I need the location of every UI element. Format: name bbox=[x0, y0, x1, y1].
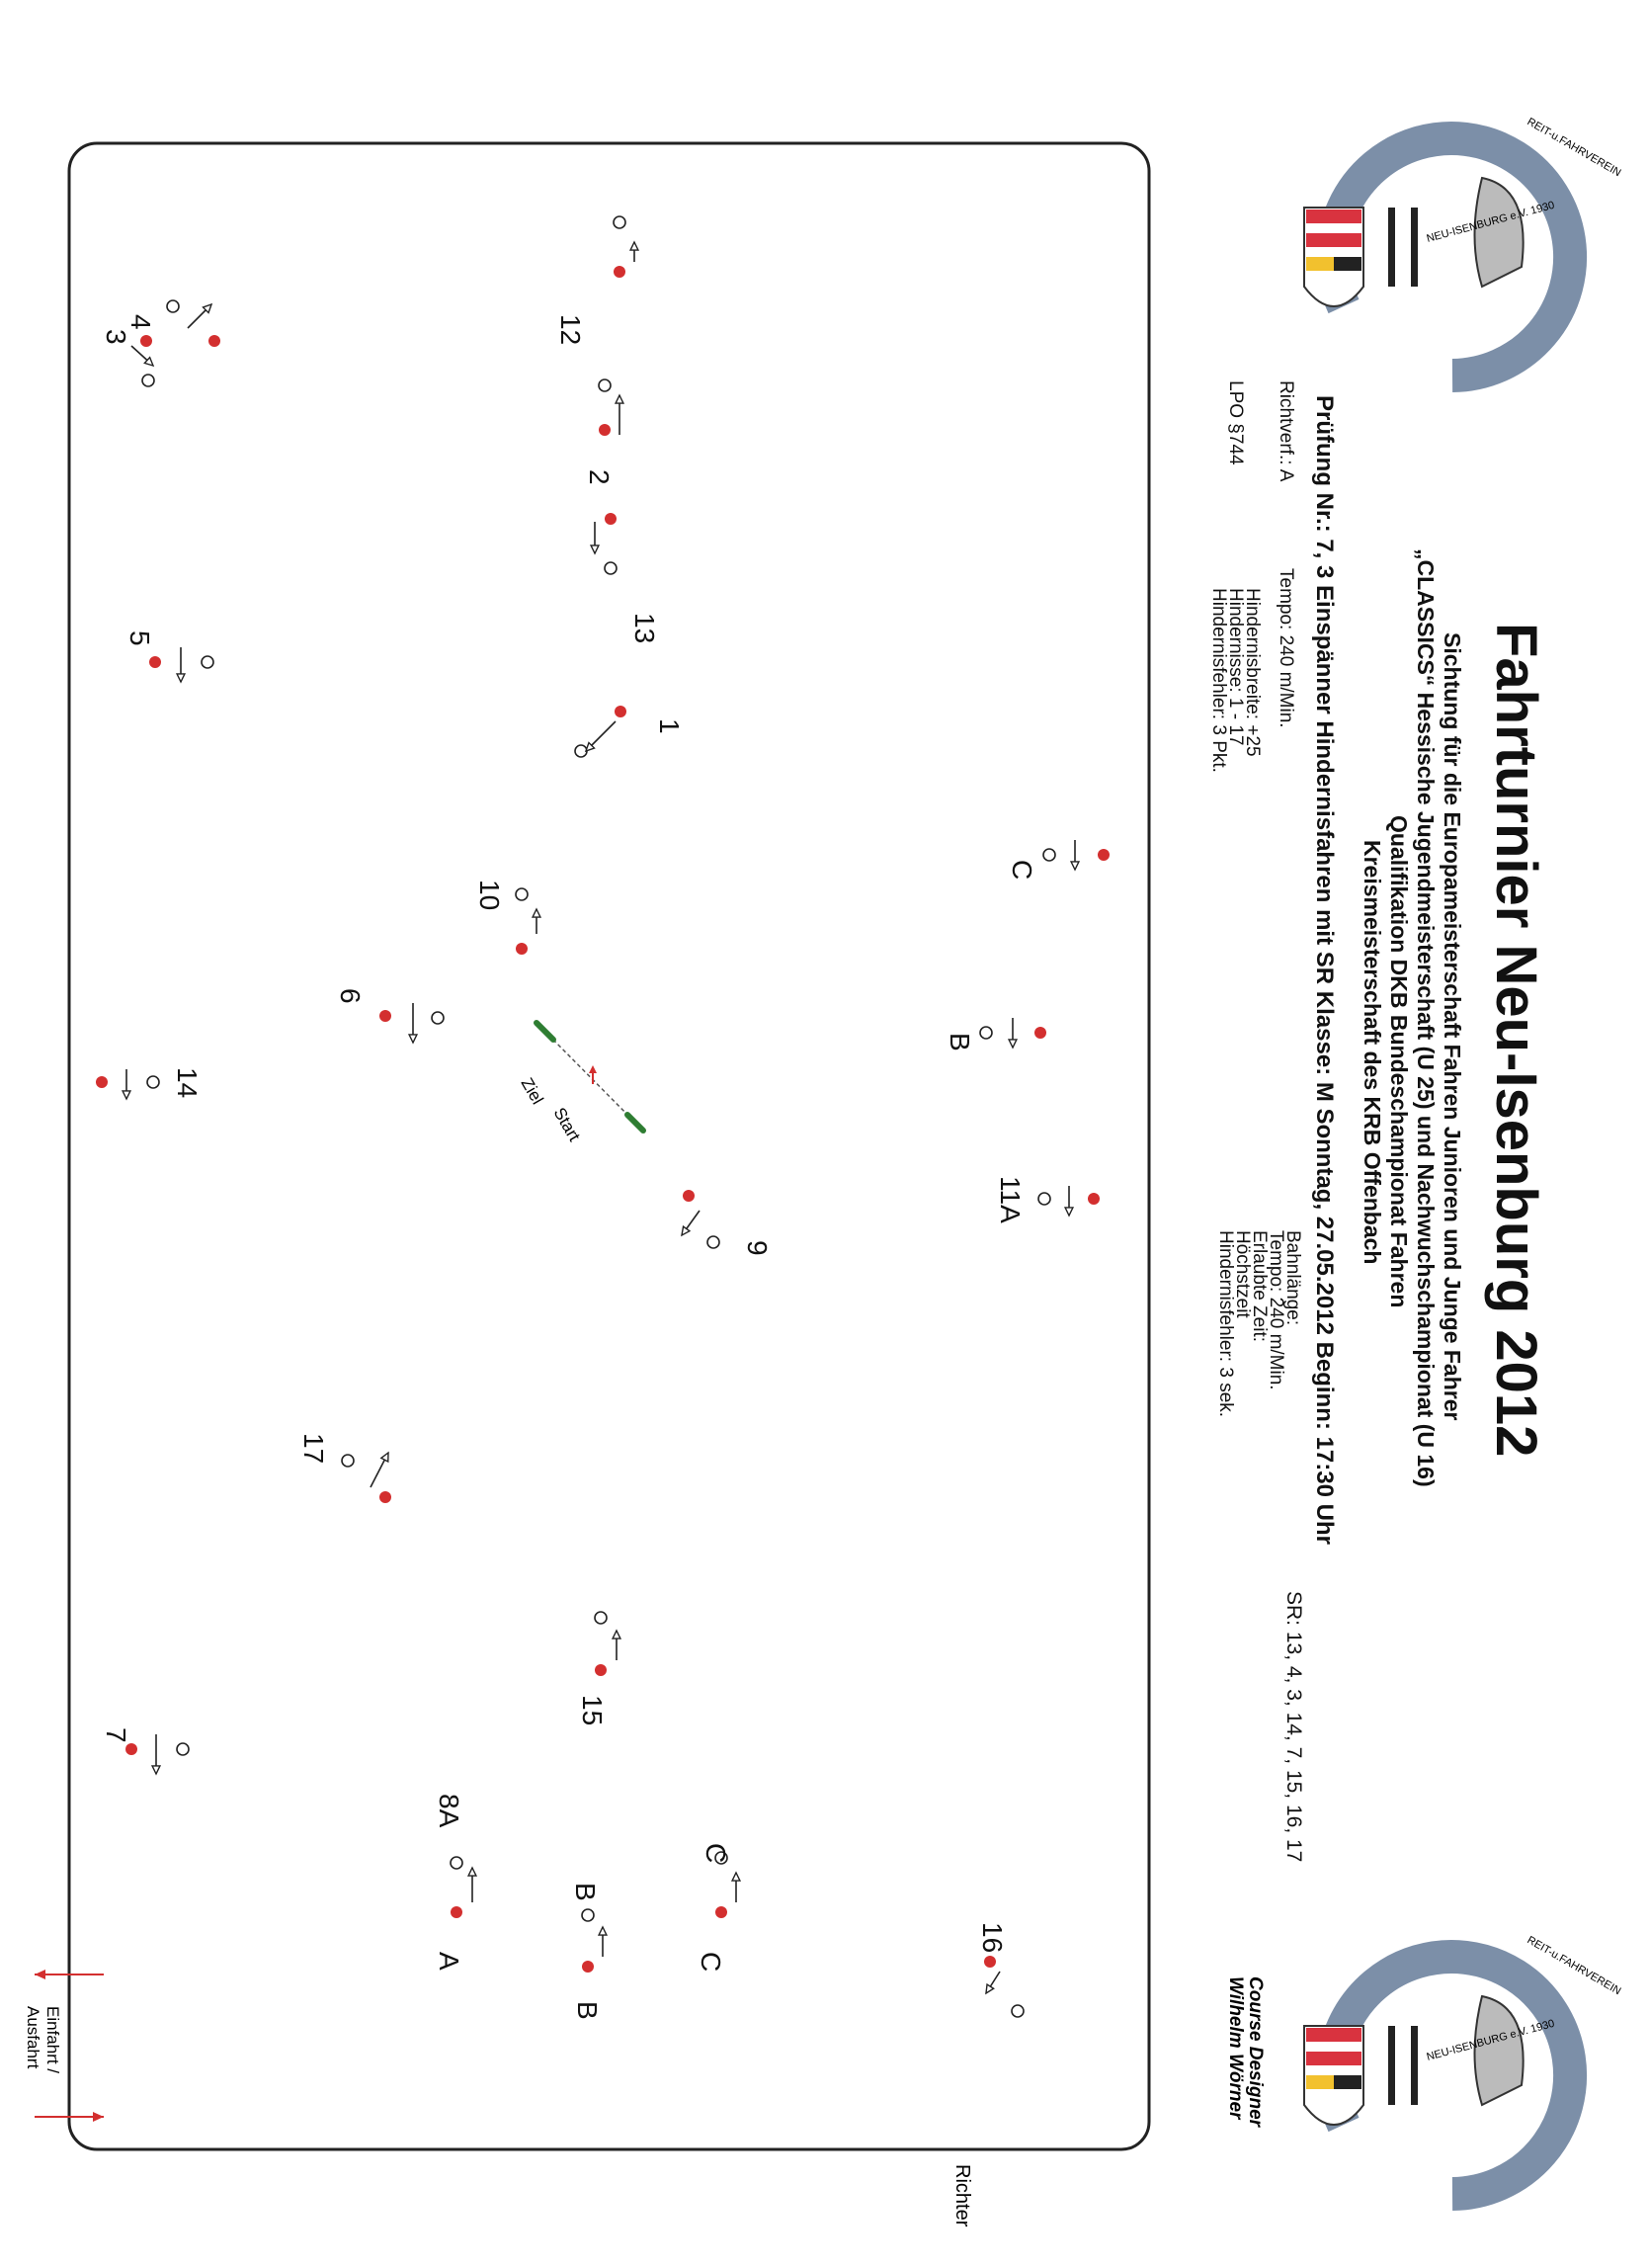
obstacle-label: 11A bbox=[995, 1176, 1026, 1223]
white-cone bbox=[167, 300, 179, 312]
obstacle-label: C bbox=[1007, 860, 1037, 881]
tempo-right: Tempo: 240 m/Min. bbox=[1266, 1230, 1286, 1390]
white-cone bbox=[599, 379, 611, 391]
white-cone bbox=[451, 1857, 462, 1869]
white-cone bbox=[516, 888, 528, 900]
obstacle-2 bbox=[584, 379, 623, 485]
obstacle-label: 7 bbox=[101, 1727, 131, 1743]
red-cone bbox=[379, 1010, 391, 1022]
obstacle-5 bbox=[124, 630, 213, 682]
obstacle-8a bbox=[434, 1794, 476, 1918]
obstacle-1 bbox=[575, 706, 685, 757]
red-cone bbox=[615, 706, 626, 717]
richtverfahren: Richtverf.: A bbox=[1276, 380, 1296, 482]
arrow-head bbox=[616, 395, 623, 403]
white-cone bbox=[575, 745, 587, 757]
arrow-head bbox=[1071, 862, 1079, 870]
obstacle-c bbox=[696, 1852, 740, 1972]
obstacle-c bbox=[1007, 840, 1110, 880]
obstacle-7 bbox=[101, 1727, 189, 1774]
obstacle-label: 5 bbox=[124, 630, 155, 646]
red-cone bbox=[149, 656, 161, 668]
obstacle-label: 15 bbox=[577, 1695, 608, 1726]
obstacle-label: 12 bbox=[555, 314, 586, 346]
obstacle-b bbox=[570, 1883, 601, 1901]
obstacles-layer bbox=[96, 216, 1110, 2020]
header-line4: Kreismeisterschaft des KRB Offenbach bbox=[1360, 840, 1385, 1265]
logo-ring-bottom-2: NEU-ISENBURG e.V. 1930 bbox=[1425, 2017, 1556, 2063]
arrow-head bbox=[152, 1766, 160, 1774]
obstacle-label: 2 bbox=[584, 469, 615, 485]
obstacle-label: 1 bbox=[654, 718, 685, 734]
white-cone bbox=[614, 216, 625, 228]
red-cone bbox=[582, 1961, 594, 1973]
richter-label: Richter bbox=[951, 2164, 973, 2227]
obstacle-label: 17 bbox=[298, 1433, 329, 1465]
arrow-head bbox=[409, 1035, 417, 1043]
obstacle-label: 16 bbox=[977, 1922, 1008, 1954]
sr-list: SR: 13, 4, 3, 14, 7, 15, 16, 17 bbox=[1282, 1591, 1305, 1863]
designer-name: Wilhelm Wörner bbox=[1225, 1976, 1246, 2120]
obstacle-3 bbox=[101, 329, 154, 386]
header-title: Fahrturnier Neu-Isenburg 2012 bbox=[1484, 623, 1548, 1458]
obstacle-label: 9 bbox=[742, 1240, 773, 1256]
club-logo-top bbox=[1304, 138, 1570, 376]
white-cone bbox=[142, 375, 154, 386]
header-line3: Qualifikation DKB Bundeschampionat Fahren bbox=[1386, 815, 1412, 1308]
obstacle-14 bbox=[96, 1067, 203, 1099]
hindernisse: Hindernisse: 1 - 17 bbox=[1225, 588, 1246, 746]
red-cone bbox=[96, 1076, 108, 1088]
arrow-head bbox=[732, 1873, 740, 1881]
obstacle-16 bbox=[977, 1922, 1024, 2017]
white-cone bbox=[707, 1236, 719, 1248]
white-cone bbox=[605, 562, 617, 574]
obstacle-c bbox=[701, 1843, 731, 1863]
obstacle-label: A bbox=[434, 1952, 464, 1971]
arrow-head bbox=[630, 242, 638, 250]
red-cone bbox=[984, 1956, 996, 1968]
arrow-head bbox=[599, 1927, 607, 1935]
lpo: LPO §744 bbox=[1225, 380, 1246, 465]
logo-ring-top-2: REIT-u.FAHRVEREIN bbox=[1525, 1934, 1623, 1998]
einfahrt-label: Einfahrt / bbox=[43, 2006, 62, 2074]
red-cone bbox=[208, 335, 220, 347]
arrow-head bbox=[613, 1631, 620, 1638]
obstacle-label: B bbox=[572, 2001, 603, 2020]
arrow-head bbox=[591, 546, 599, 553]
pruefung-line: Prüfung Nr.: 7, 3 Einspänner Hindernisfahren mit SR Klasse: M Sonntag, 27.05.2012 Beginn: 17:30 Uhr bbox=[1311, 395, 1338, 1545]
obstacle-9 bbox=[682, 1190, 773, 1256]
ausfahrt-label: Ausfahrt bbox=[24, 2006, 42, 2069]
white-cone bbox=[595, 1612, 607, 1624]
red-cone bbox=[595, 1664, 607, 1676]
obstacle-12 bbox=[555, 216, 638, 345]
header-block bbox=[1208, 380, 1548, 1862]
red-cone bbox=[683, 1190, 695, 1202]
arrow-head bbox=[177, 674, 185, 682]
erlaubte-zeit: Erlaubte Zeit: bbox=[1249, 1230, 1270, 1342]
obstacle-label: 10 bbox=[474, 880, 505, 911]
obstacle-label: 6 bbox=[335, 988, 366, 1004]
arena-boundary bbox=[69, 143, 1149, 2149]
white-cone bbox=[1043, 849, 1055, 861]
white-cone bbox=[147, 1076, 159, 1088]
header-line1: Sichtung für die Europameisterschaft Fahren Junioren und Junge Fahrer bbox=[1440, 632, 1465, 1421]
arrow-head bbox=[986, 1984, 994, 1993]
obstacle-label: 8A bbox=[434, 1794, 464, 1828]
obstacle-label: 4 bbox=[125, 314, 156, 330]
obstacle-11a bbox=[995, 1176, 1100, 1223]
white-cone bbox=[1012, 2005, 1024, 2017]
red-cone bbox=[516, 943, 528, 955]
logo-ring-bottom-1: NEU-ISENBURG e.V. 1930 bbox=[1425, 199, 1556, 245]
obstacle-label: C bbox=[701, 1843, 731, 1864]
club-logo-bottom bbox=[1304, 1957, 1570, 2194]
white-cone bbox=[202, 656, 213, 668]
obstacle-10 bbox=[474, 880, 540, 955]
red-cone bbox=[715, 1906, 727, 1918]
white-cone bbox=[342, 1455, 354, 1467]
obstacle-15 bbox=[577, 1612, 620, 1725]
obstacle-label: 14 bbox=[172, 1067, 203, 1099]
designer-title: Course Designer bbox=[1245, 1976, 1266, 2128]
arrow-head bbox=[682, 1226, 690, 1235]
logo-ring-top-1: REIT-u.FAHRVEREIN bbox=[1525, 116, 1623, 180]
arrow-head bbox=[1009, 1040, 1017, 1048]
hindernisfehler: Hindernisfehler: 3 Pkt. bbox=[1208, 588, 1229, 773]
red-cone bbox=[125, 1743, 137, 1755]
hindernisbreite: Hindernisbreite: +25 bbox=[1242, 588, 1263, 757]
red-cone bbox=[451, 1906, 462, 1918]
hindernisfehler-sek: Hindernisfehler: 3 sek. bbox=[1215, 1230, 1236, 1418]
arrow-head bbox=[381, 1453, 388, 1462]
obstacle-4 bbox=[125, 300, 220, 347]
obstacle-label: C bbox=[696, 1952, 726, 1973]
arrow-head bbox=[123, 1091, 130, 1099]
obstacle-13 bbox=[591, 513, 660, 643]
obstacle-a bbox=[434, 1952, 464, 1971]
white-cone bbox=[177, 1743, 189, 1755]
white-cone bbox=[432, 1012, 444, 1024]
red-cone bbox=[599, 424, 611, 436]
obstacle-6 bbox=[335, 988, 444, 1043]
obstacle-label: 13 bbox=[629, 613, 660, 644]
white-cone bbox=[1038, 1193, 1050, 1205]
start-label: Start bbox=[549, 1104, 584, 1145]
obstacle-label: B bbox=[945, 1033, 975, 1051]
ziel-label: Ziel bbox=[517, 1074, 547, 1108]
white-cone bbox=[980, 1027, 992, 1039]
red-cone bbox=[1098, 849, 1110, 861]
red-cone bbox=[379, 1491, 391, 1503]
arrow-head bbox=[1065, 1208, 1073, 1216]
header-line2: „CLASSICS“ Hessische Jugendmeisterschaft (U 25) und Nachwuchschampionat (U 16) bbox=[1413, 548, 1439, 1487]
bahnlaenge: Bahnlänge: bbox=[1282, 1230, 1303, 1326]
red-cone bbox=[1034, 1027, 1046, 1039]
obstacle-label: 3 bbox=[101, 329, 131, 345]
obstacle-17 bbox=[298, 1433, 391, 1503]
red-cone bbox=[605, 513, 617, 525]
red-cone bbox=[1088, 1193, 1100, 1205]
obstacle-label: B bbox=[570, 1883, 601, 1901]
arrow-head bbox=[468, 1868, 476, 1876]
obstacle-b bbox=[572, 1909, 607, 2020]
tempo-line: Tempo: 240 m/Min. bbox=[1276, 568, 1296, 728]
hoechstzeit: Höchstzeit bbox=[1232, 1230, 1253, 1318]
red-cone bbox=[614, 266, 625, 278]
white-cone bbox=[582, 1909, 594, 1921]
arrow-head bbox=[533, 909, 540, 917]
red-cone bbox=[140, 335, 152, 347]
obstacle-b bbox=[945, 1018, 1046, 1051]
